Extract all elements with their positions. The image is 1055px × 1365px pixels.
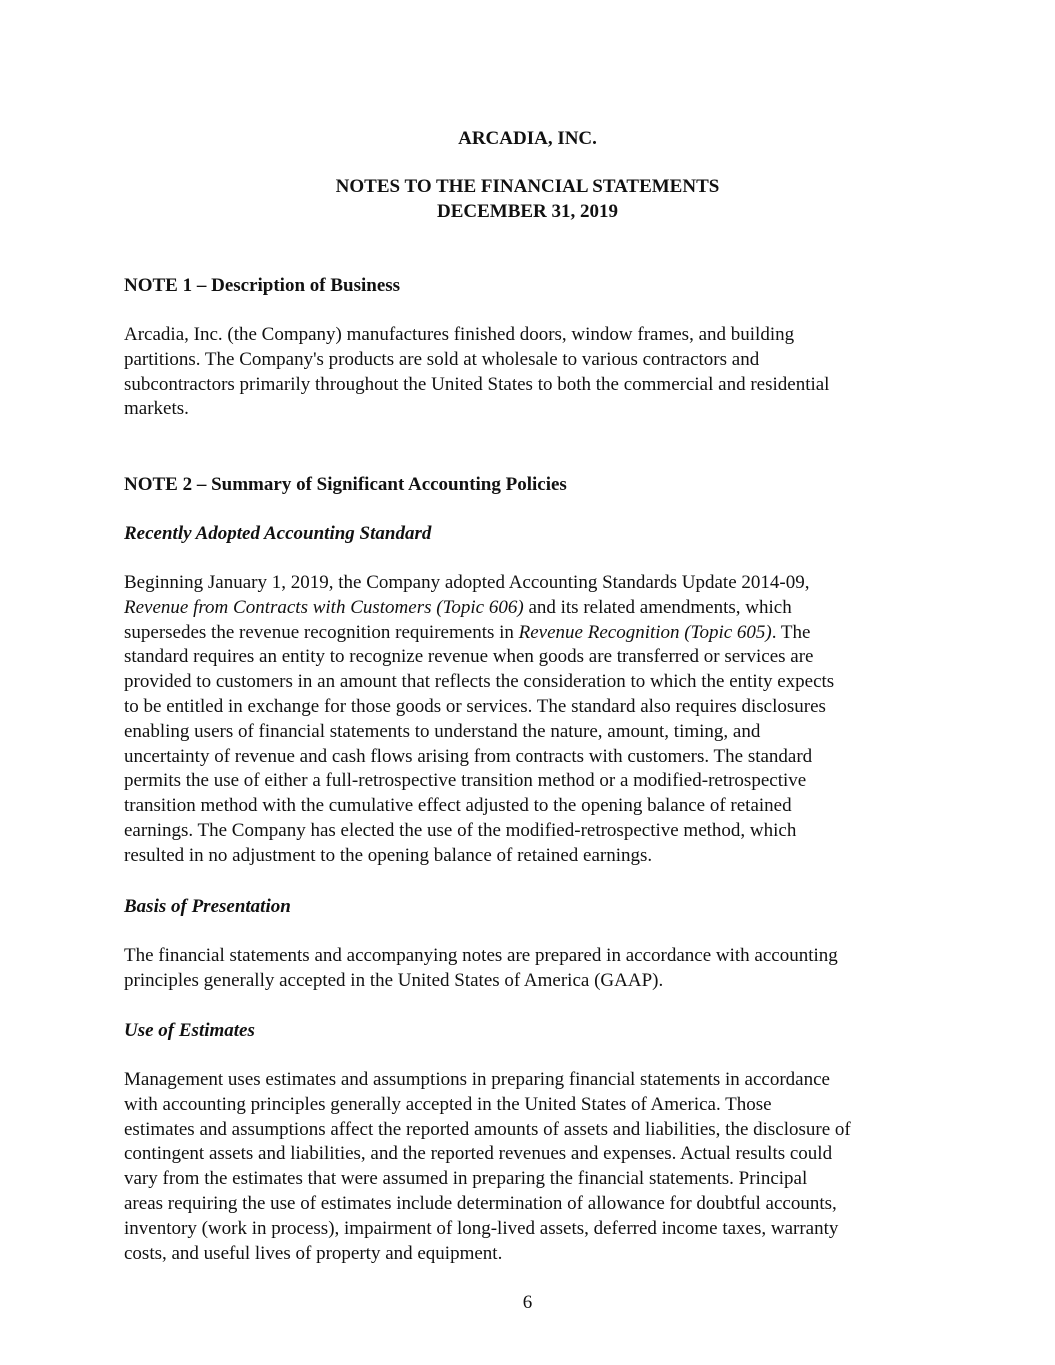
- estimates-paragraph: [124, 1068, 944, 1266]
- text-line: standard requires an entity to recognize revenue when goods are transferred or services are: [124, 646, 814, 668]
- company-name: ARCADIA, INC.: [458, 128, 597, 149]
- text-line: contingent assets and liabilities, and the reported revenues and expenses. Actual results could: [124, 1143, 833, 1165]
- basis-paragraph: [124, 944, 944, 994]
- note1-heading: NOTE 1 – Description of Business: [124, 275, 401, 296]
- adopted-standard-paragraph: [124, 571, 944, 869]
- text-line: provided to customers in an amount that reflects the consideration to which the entity expects: [124, 671, 835, 693]
- text-line: areas requiring the use of estimates include determination of allowance for doubtful accounts,: [124, 1192, 837, 1214]
- text-line: to be entitled in exchange for those goods or services. The standard also requires disclosures: [124, 695, 826, 717]
- text-line: inventory (work in process), impairment of long-lived assets, deferred income taxes, warranty: [124, 1217, 839, 1239]
- text-line: vary from the estimates that were assumed in preparing the financial statements. Principal: [124, 1168, 808, 1190]
- text-line: The financial statements and accompanying notes are prepared in accordance with accounting: [124, 945, 838, 966]
- page-number: 6: [522, 1292, 533, 1313]
- adopted-standard-heading: Recently Adopted Accounting Standard: [124, 523, 432, 544]
- note1-paragraph: [124, 323, 944, 422]
- text-line: transition method with the cumulative effect adjusted to the opening balance of retained: [124, 795, 792, 817]
- text-line: Revenue from Contracts with Customers (Topic 606) and its related amendments, which: [124, 596, 792, 618]
- topic-606-title: Revenue from Contracts with Customers (Topic 606): [124, 596, 524, 618]
- statement-date: DECEMBER 31, 2019: [436, 201, 619, 222]
- text-line: permits the use of either a full-retrospective transition method or a modified-retrospective: [124, 770, 807, 792]
- text-line: supersedes the revenue recognition requirements in Revenue Recognition (Topic 605). The: [124, 621, 811, 643]
- estimates-heading: Use of Estimates: [124, 1020, 255, 1041]
- basis-heading: Basis of Presentation: [124, 896, 291, 917]
- text-line: resulted in no adjustment to the opening balance of retained earnings.: [124, 844, 653, 866]
- topic-605-title: Revenue Recognition (Topic 605): [518, 621, 772, 643]
- text-line: estimates and assumptions affect the reported amounts of assets and liabilities, the disclosure of: [124, 1118, 851, 1140]
- text-line: with accounting principles generally accepted in the United States of America. Those: [124, 1093, 772, 1115]
- text-line: subcontractors primarily throughout the United States to both the commercial and residential: [124, 373, 830, 395]
- text-line: costs, and useful lives of property and equipment.: [124, 1242, 503, 1264]
- text-line: Beginning January 1, 2019, the Company adopted Accounting Standards Update 2014-09,: [124, 572, 810, 593]
- text-line: earnings. The Company has elected the use of the modified-retrospective method, which: [124, 819, 797, 841]
- text-line: principles generally accepted in the United States of America (GAAP).: [124, 969, 664, 991]
- note2-heading: NOTE 2 – Summary of Significant Accounting Policies: [124, 474, 567, 495]
- text-line: Arcadia, Inc. (the Company) manufactures finished doors, window frames, and building: [124, 324, 795, 345]
- text-line: enabling users of financial statements to understand the nature, amount, timing, and: [124, 720, 761, 742]
- text-line: partitions. The Company's products are sold at wholesale to various contractors and: [124, 348, 760, 370]
- document-title: NOTES TO THE FINANCIAL STATEMENTS: [335, 176, 720, 197]
- text-line: Management uses estimates and assumptions in preparing financial statements in accordance: [124, 1069, 830, 1090]
- text-line: markets.: [124, 398, 189, 420]
- text-line: uncertainty of revenue and cash flows arising from contracts with customers. The standard: [124, 745, 813, 767]
